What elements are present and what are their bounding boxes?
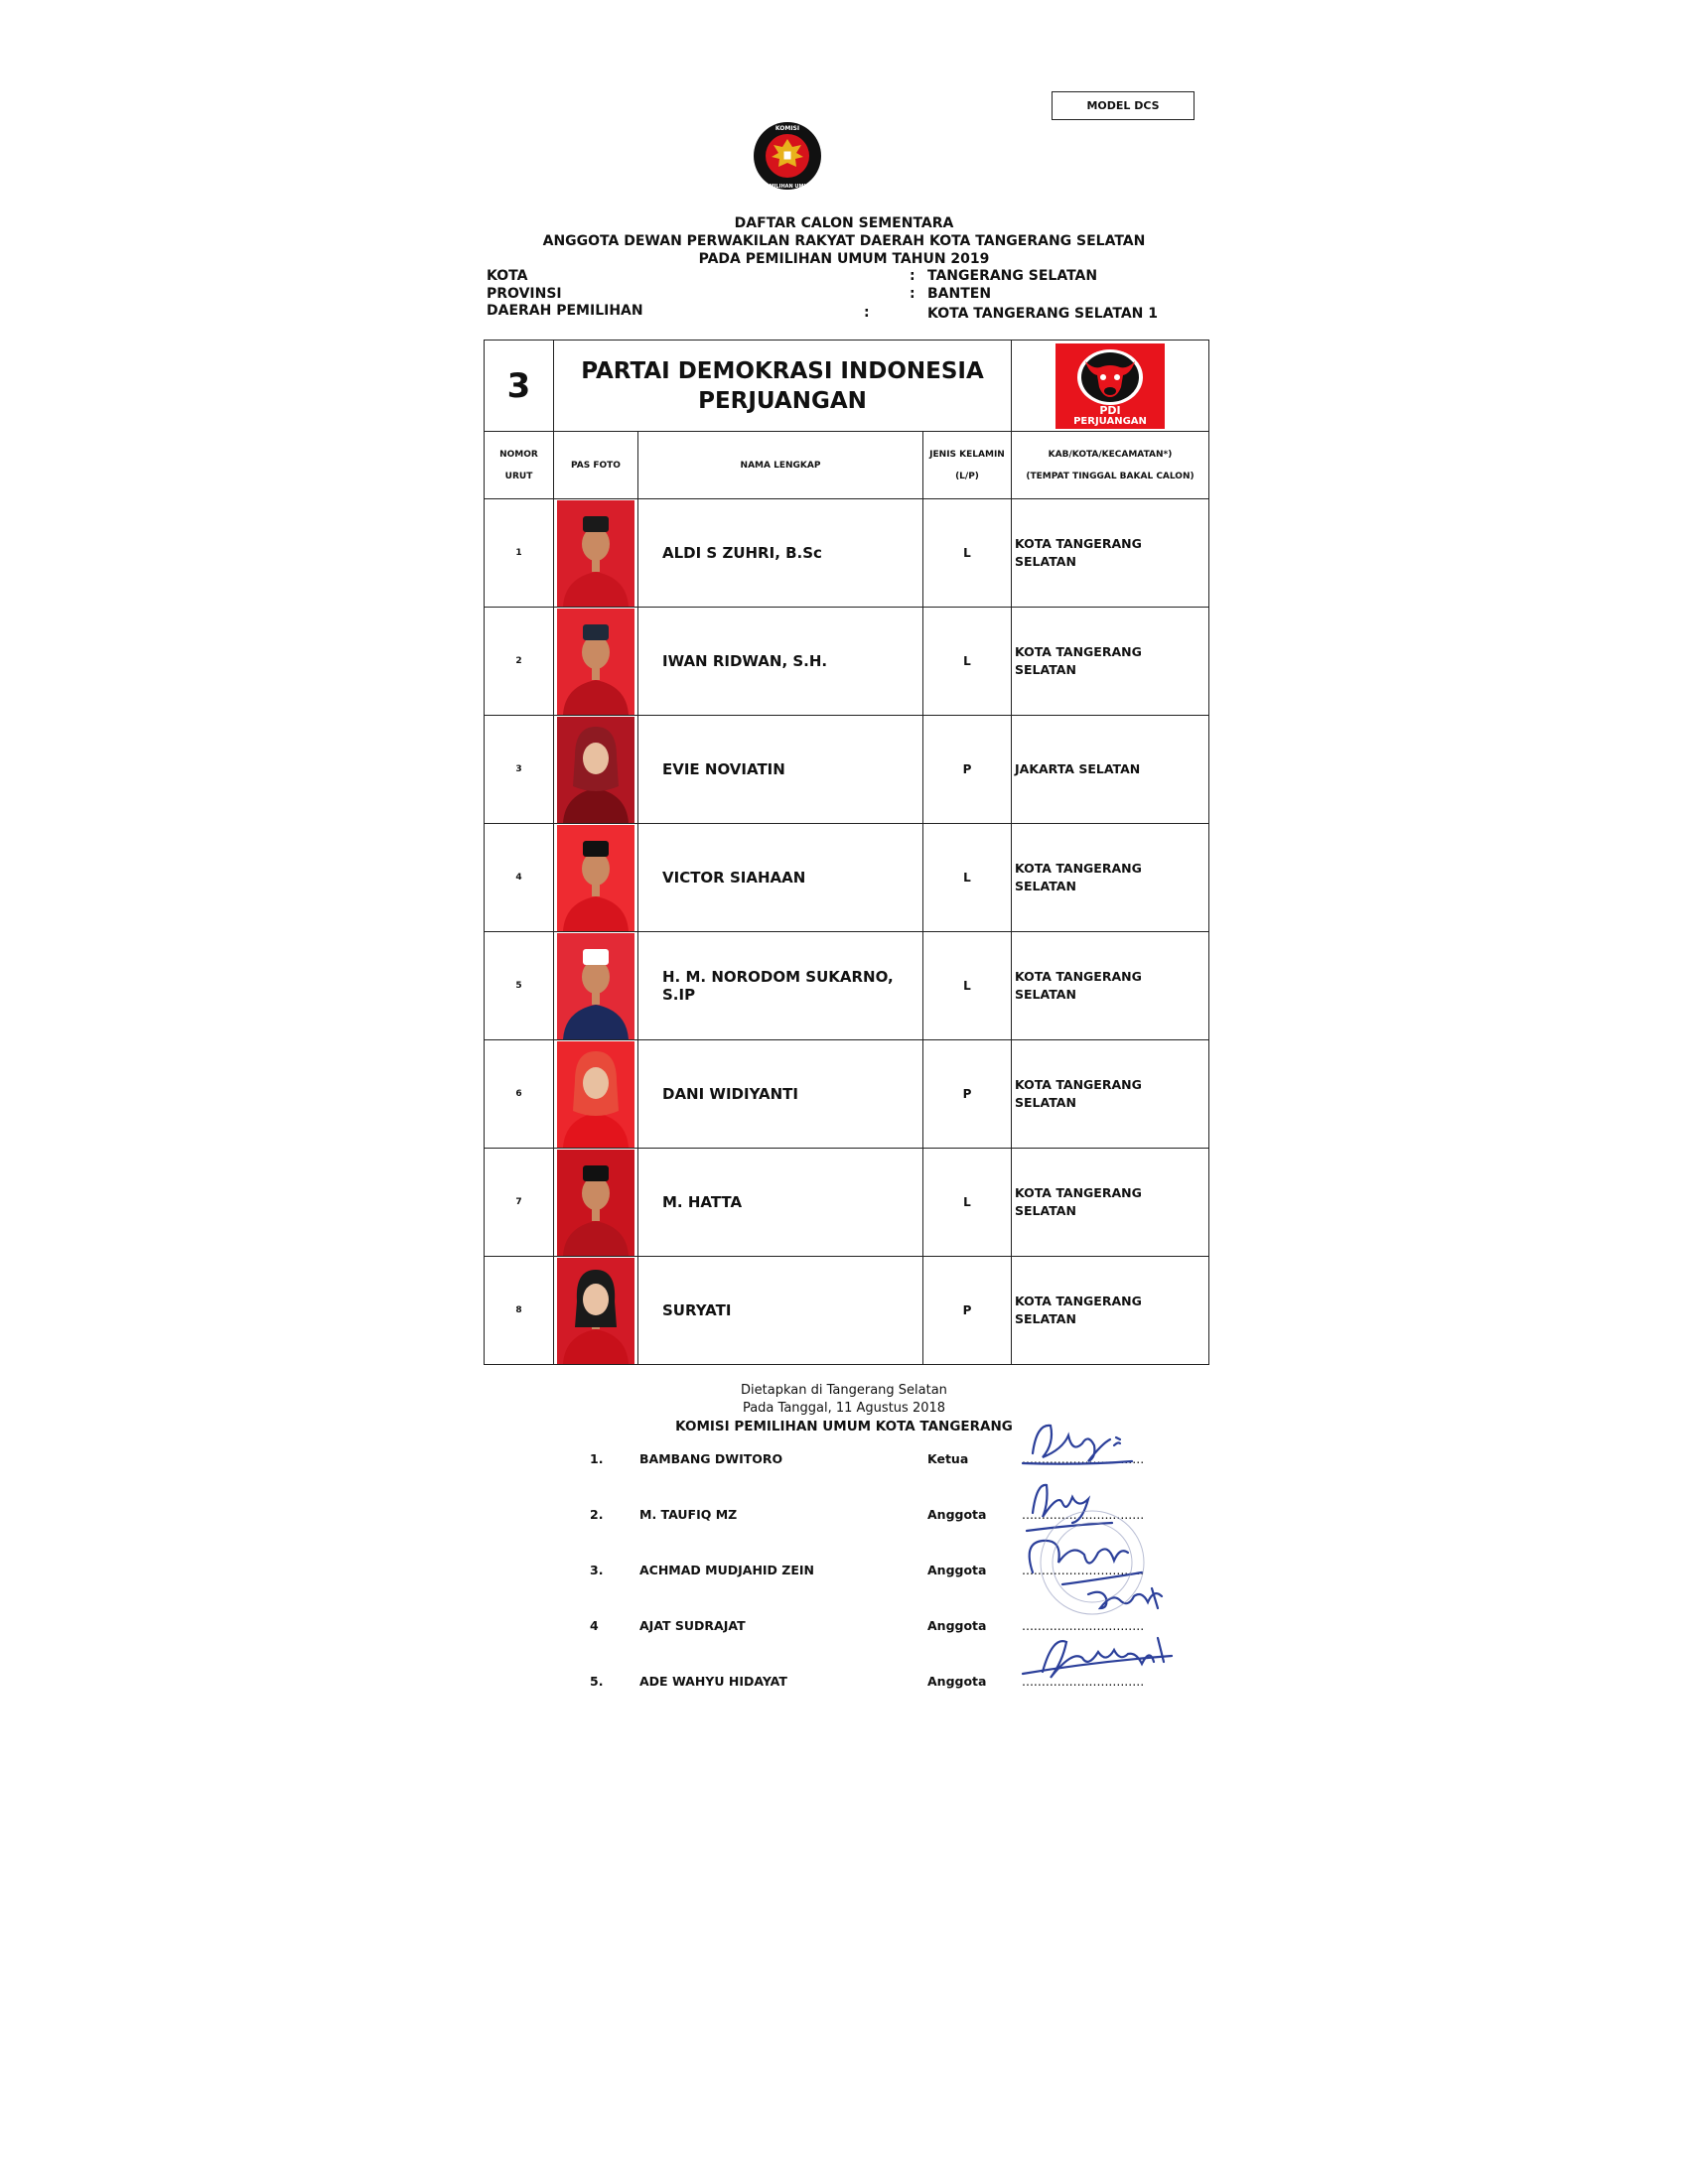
candidate-name: IWAN RIDWAN, S.H. xyxy=(638,608,923,716)
candidate-address xyxy=(1012,499,1209,608)
candidate-address xyxy=(1012,1040,1209,1149)
candidate-number: 1 xyxy=(485,499,554,608)
candidate-photo xyxy=(557,825,634,931)
signatory-number: 2. xyxy=(590,1507,604,1522)
candidate-photo-cell xyxy=(554,1257,638,1365)
signatory-role: Anggota xyxy=(927,1563,987,1577)
candidate-name: VICTOR SIAHAAN xyxy=(638,824,923,932)
candidate-sex: L xyxy=(923,499,1012,608)
candidate-address xyxy=(1012,608,1209,716)
candidate-number: 5 xyxy=(485,932,554,1040)
candidate-photo-cell xyxy=(554,608,638,716)
candidate-address xyxy=(1012,1149,1209,1257)
header-kab-line1: KAB/KOTA/KECAMATAN*) xyxy=(1048,449,1173,460)
candidate-photo-cell xyxy=(554,824,638,932)
candidate-address xyxy=(1012,1257,1209,1365)
signature-line: ............................... xyxy=(1022,1563,1145,1577)
candidate-address-line1: KOTA TANGERANG xyxy=(1015,644,1142,659)
signatory-name: ADE WAHYU HIDAYAT xyxy=(639,1674,787,1689)
dapil-label: DAERAH PEMILIHAN xyxy=(487,303,643,319)
candidate-photo-cell xyxy=(554,1040,638,1149)
candidate-address-line2: SELATAN xyxy=(1015,1095,1076,1110)
candidate-number: 8 xyxy=(485,1257,554,1365)
candidate-address-line2: SELATAN xyxy=(1015,879,1076,893)
bull-head-icon xyxy=(1073,347,1147,407)
candidate-sex: L xyxy=(923,608,1012,716)
candidate-sex: L xyxy=(923,1149,1012,1257)
kpu-emblem-icon xyxy=(752,119,823,193)
title-line-1: DAFTAR CALON SEMENTARA xyxy=(734,215,954,231)
candidate-name: EVIE NOVIATIN xyxy=(638,716,923,824)
signatory-name: AJAT SUDRAJAT xyxy=(639,1618,746,1633)
candidate-address-line1: KOTA TANGERANG xyxy=(1015,861,1142,876)
candidate-photo-cell xyxy=(554,1149,638,1257)
header-tempat-tinggal xyxy=(1012,432,1209,499)
candidate-photo xyxy=(557,933,634,1039)
svg-text:PEMILIHAN UMUM: PEMILIHAN UMUM xyxy=(762,184,813,190)
signatory-role: Ketua xyxy=(927,1451,969,1466)
signature-line: ............................... xyxy=(1022,1451,1145,1466)
signatory-number: 1. xyxy=(590,1451,604,1466)
party-header-row xyxy=(485,341,1209,432)
svg-text:KOMISI: KOMISI xyxy=(774,125,800,132)
signatory-name: ACHMAD MUDJAHID ZEIN xyxy=(639,1563,814,1577)
candidate-sex: L xyxy=(923,932,1012,1040)
title-line-3: PADA PEMILIHAN UMUM TAHUN 2019 xyxy=(698,251,990,267)
dapil-value: KOTA TANGERANG SELATAN 1 xyxy=(927,306,1159,322)
party-logo-cell xyxy=(1012,341,1209,432)
signatory-name: BAMBANG DWITORO xyxy=(639,1451,783,1466)
table-row xyxy=(485,1257,1209,1365)
header-nomor-line2: URUT xyxy=(504,471,533,481)
party-name-line-2: PERJUANGAN xyxy=(698,387,867,414)
footer-commission: KOMISI PEMILIHAN UMUM KOTA TANGERANG xyxy=(675,1419,1013,1434)
table-row xyxy=(485,824,1209,932)
header-jenis-kelamin xyxy=(923,432,1012,499)
pdi-logo-text: PDI xyxy=(1099,403,1121,417)
pdi-logo-subtext: PERJUANGAN xyxy=(1073,415,1147,427)
candidate-photo xyxy=(557,500,634,607)
candidate-name: ALDI S ZUHRI, B.Sc xyxy=(638,499,923,608)
candidate-address xyxy=(1012,824,1209,932)
signatory-role: Anggota xyxy=(927,1674,987,1689)
signatory-number: 4 xyxy=(590,1618,599,1633)
table-row xyxy=(485,1040,1209,1149)
candidate-address-line1: JAKARTA SELATAN xyxy=(1015,761,1141,776)
candidate-photo xyxy=(557,1041,634,1148)
candidate-address-line2: SELATAN xyxy=(1015,1203,1076,1218)
table-row xyxy=(485,608,1209,716)
model-label: MODEL DCS xyxy=(1052,91,1195,120)
candidate-number: 3 xyxy=(485,716,554,824)
signature-line: ............................... xyxy=(1022,1674,1145,1689)
candidate-table xyxy=(484,340,1209,1365)
party-name-line-1: PARTAI DEMOKRASI INDONESIA xyxy=(581,357,984,384)
candidate-number: 2 xyxy=(485,608,554,716)
header-nama-lengkap: NAMA LENGKAP xyxy=(638,432,923,499)
column-header-row xyxy=(485,432,1209,499)
provinsi-colon: : xyxy=(910,286,915,302)
footer-place: Dietapkan di Tangerang Selatan xyxy=(741,1383,947,1398)
kota-colon: : xyxy=(910,268,915,284)
candidate-sex: L xyxy=(923,824,1012,932)
table-row xyxy=(485,932,1209,1040)
candidate-address-line2: SELATAN xyxy=(1015,662,1076,677)
signatory-role: Anggota xyxy=(927,1618,987,1633)
signatory-role: Anggota xyxy=(927,1507,987,1522)
candidate-number: 7 xyxy=(485,1149,554,1257)
candidate-name: M. HATTA xyxy=(638,1149,923,1257)
candidate-address-line1: KOTA TANGERANG xyxy=(1015,1294,1142,1308)
candidate-name: DANI WIDIYANTI xyxy=(638,1040,923,1149)
header-nomor-urut xyxy=(485,432,554,499)
candidate-address-line1: KOTA TANGERANG xyxy=(1015,536,1142,551)
candidate-photo xyxy=(557,609,634,715)
candidate-address-line1: KOTA TANGERANG xyxy=(1015,969,1142,984)
candidate-name: SURYATI xyxy=(638,1257,923,1365)
candidate-number: 4 xyxy=(485,824,554,932)
candidate-sex: P xyxy=(923,716,1012,824)
candidate-photo xyxy=(557,1258,634,1364)
title-line-2: ANGGOTA DEWAN PERWAKILAN RAKYAT DAERAH KOTA TANGERANG SELATAN xyxy=(542,233,1146,249)
candidate-photo xyxy=(557,717,634,823)
candidate-address-line1: KOTA TANGERANG xyxy=(1015,1077,1142,1092)
header-jk-line1: JENIS KELAMIN xyxy=(929,449,1005,460)
header-pas-foto: PAS FOTO xyxy=(554,432,638,499)
header-jk-line2: (L/P) xyxy=(955,471,979,481)
candidate-address-line1: KOTA TANGERANG xyxy=(1015,1185,1142,1200)
candidate-photo-cell xyxy=(554,932,638,1040)
header-kab-line2: (TEMPAT TINGGAL BAKAL CALON) xyxy=(1026,471,1195,481)
pdi-perjuangan-logo-icon xyxy=(1055,343,1165,429)
signatory-number: 5. xyxy=(590,1674,604,1689)
candidate-number: 6 xyxy=(485,1040,554,1149)
header-nomor-line1: NOMOR xyxy=(499,449,538,460)
candidate-address-line2: SELATAN xyxy=(1015,1311,1076,1326)
footer-date: Pada Tanggal, 11 Agustus 2018 xyxy=(742,1401,946,1416)
table-row xyxy=(485,716,1209,824)
party-number: 3 xyxy=(485,341,554,432)
signature-line: ............................... xyxy=(1022,1618,1145,1633)
candidate-address xyxy=(1012,716,1209,824)
handwritten-signatures-icon xyxy=(1003,1414,1221,1702)
candidate-address-line2: SELATAN xyxy=(1015,987,1076,1002)
kota-value: TANGERANG SELATAN xyxy=(927,268,1098,284)
table-row xyxy=(485,1149,1209,1257)
kota-label: KOTA xyxy=(487,268,528,284)
candidate-sex: P xyxy=(923,1257,1012,1365)
candidate-photo-cell xyxy=(554,499,638,608)
candidate-address-line2: SELATAN xyxy=(1015,554,1076,569)
party-name xyxy=(554,341,1012,432)
signature-line: ............................... xyxy=(1022,1507,1145,1522)
table-row xyxy=(485,499,1209,608)
candidate-photo xyxy=(557,1150,634,1256)
signatory-name: M. TAUFIQ MZ xyxy=(639,1507,738,1522)
provinsi-label: PROVINSI xyxy=(487,286,562,302)
candidate-photo-cell xyxy=(554,716,638,824)
signatory-number: 3. xyxy=(590,1563,604,1577)
provinsi-value: BANTEN xyxy=(927,286,992,302)
document-title xyxy=(467,214,1221,268)
candidate-address xyxy=(1012,932,1209,1040)
dapil-colon: : xyxy=(864,305,870,321)
candidate-sex: P xyxy=(923,1040,1012,1149)
candidate-name: H. M. NORODOM SUKARNO, S.IP xyxy=(638,932,923,1040)
